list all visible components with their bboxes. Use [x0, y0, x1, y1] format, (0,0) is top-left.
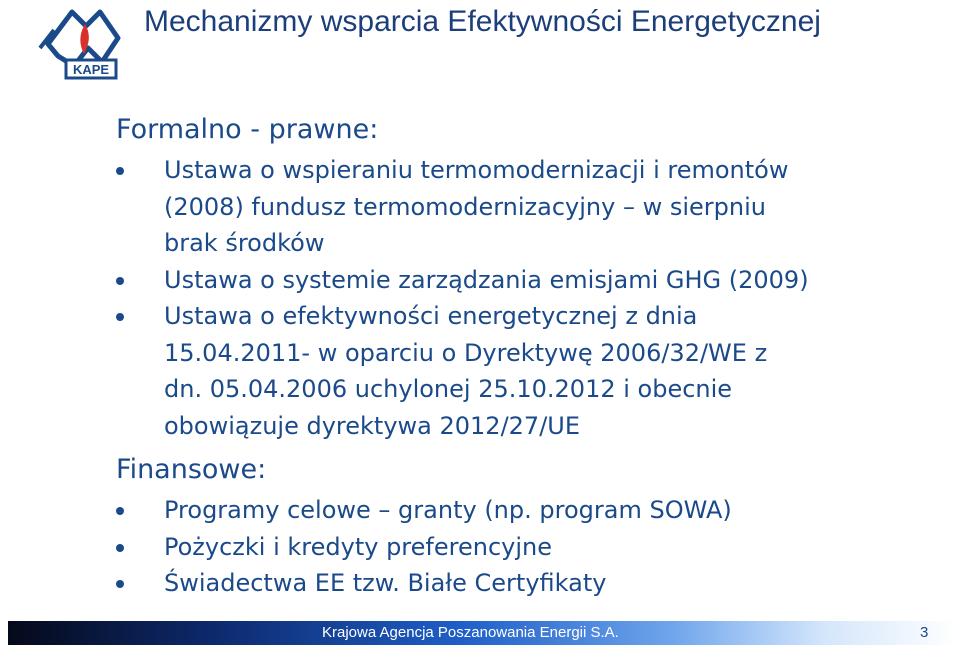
logo-text: KAPE	[72, 62, 110, 77]
bullet-line: (2008) fundusz termomodernizacyjny – w sierpniu	[164, 192, 766, 221]
list-item	[116, 565, 946, 602]
section-heading-financial: Finansowe:	[116, 454, 267, 485]
bullet-line: 15.04.2011- w oparciu o Dyrektywę 2006/32/WE z	[164, 338, 768, 367]
bullet-line: dn. 05.04.2006 uchylonej 25.10.2012 i obecnie	[164, 375, 733, 403]
bullet-dot	[116, 580, 124, 588]
section-heading-legal: Formalno - prawne:	[116, 114, 379, 145]
financial-bullet-list	[116, 492, 946, 602]
list-item	[116, 262, 946, 299]
footer-organization: Krajowa Agencja Poszanowania Energii S.A.	[322, 624, 619, 641]
bullet-dot	[116, 544, 124, 552]
bullet-line: brak środków	[164, 229, 325, 257]
bullet-line: Ustawa o efektywności energetycznej z dnia	[164, 302, 698, 330]
bullet-line: Programy celowe – granty (np. program SOWA)	[164, 496, 732, 524]
bullet-line: Pożyczki i kredyty preferencyjne	[164, 532, 552, 561]
bullet-dot	[116, 277, 124, 285]
bullet-line: Ustawa o wspieraniu termomodernizacji i remontów	[164, 156, 789, 184]
bullet-dot	[116, 167, 124, 175]
bullet-dot	[116, 507, 124, 515]
list-item	[116, 529, 946, 566]
slide-title: Mechanizmy wsparcia Efektywności Energetycznej	[144, 5, 821, 38]
page-number: 3	[920, 624, 929, 641]
bullet-line: Świadectwa EE tzw. Białe Certyfikaty	[164, 569, 607, 597]
kape-logo-graphic	[28, 4, 128, 88]
kape-logo	[28, 4, 128, 88]
list-item	[116, 298, 946, 444]
bullet-dot	[116, 313, 124, 321]
bullet-line: Ustawa o systemie zarządzania emisjami GHG (2009)	[164, 265, 809, 294]
legal-bullet-list	[116, 152, 946, 444]
slide-content	[116, 108, 946, 602]
list-item	[116, 492, 946, 529]
list-item	[116, 152, 946, 262]
bullet-line: obowiązuje dyrektywa 2012/27/UE	[164, 411, 581, 440]
